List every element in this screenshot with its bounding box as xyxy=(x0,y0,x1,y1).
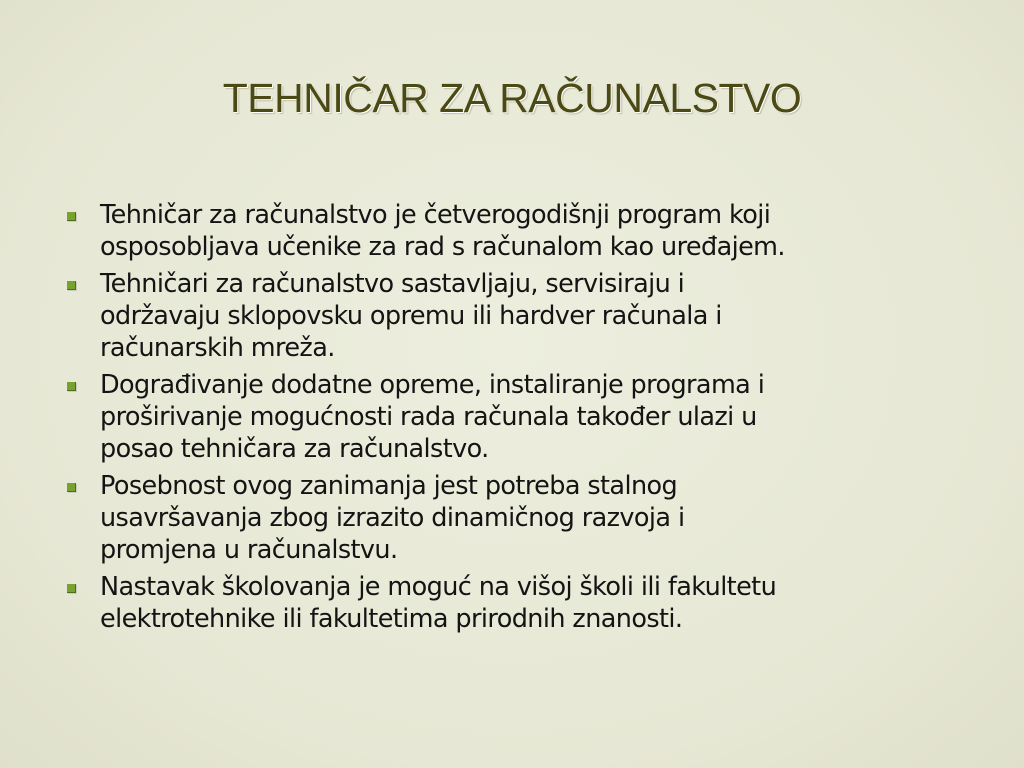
bullet-text: Posebnost ovog zanimanja jest potreba stalnog usavršavanja zbog izrazito dinamičnog razvoja i promjena u računalstvu. xyxy=(100,471,685,565)
list-item xyxy=(60,571,980,635)
slide-title: TEHNIČAR ZA RAČUNALSTVO xyxy=(222,75,802,121)
list-item xyxy=(60,470,980,566)
list-item xyxy=(60,199,980,263)
bullet-text: Tehničari za računalstvo sastavljaju, servisiraju i održavaju sklopovsku opremu ili hardver računala i računarskih mreža. xyxy=(100,269,722,363)
bullet-text: Tehničar za računalstvo je četverogodišnji program koji osposobljava učenike za rad s računalom kao uređajem. xyxy=(100,200,785,262)
bullet-list xyxy=(60,199,980,640)
list-item xyxy=(60,268,980,364)
bullet-text: Dograđivanje dodatne opreme, instaliranje programa i proširivanje mogućnosti rada računala također ulazi u posao tehničara za računalstvo. xyxy=(100,370,765,464)
square-bullet-icon xyxy=(67,584,76,593)
square-bullet-icon xyxy=(67,212,76,221)
list-item xyxy=(60,369,980,465)
square-bullet-icon xyxy=(67,483,76,492)
square-bullet-icon xyxy=(67,382,76,391)
bullet-text: Nastavak školovanja je moguć na višoj školi ili fakultetu elektrotehnike ili fakultetima prirodnih znanosti. xyxy=(100,572,777,634)
square-bullet-icon xyxy=(67,281,76,290)
